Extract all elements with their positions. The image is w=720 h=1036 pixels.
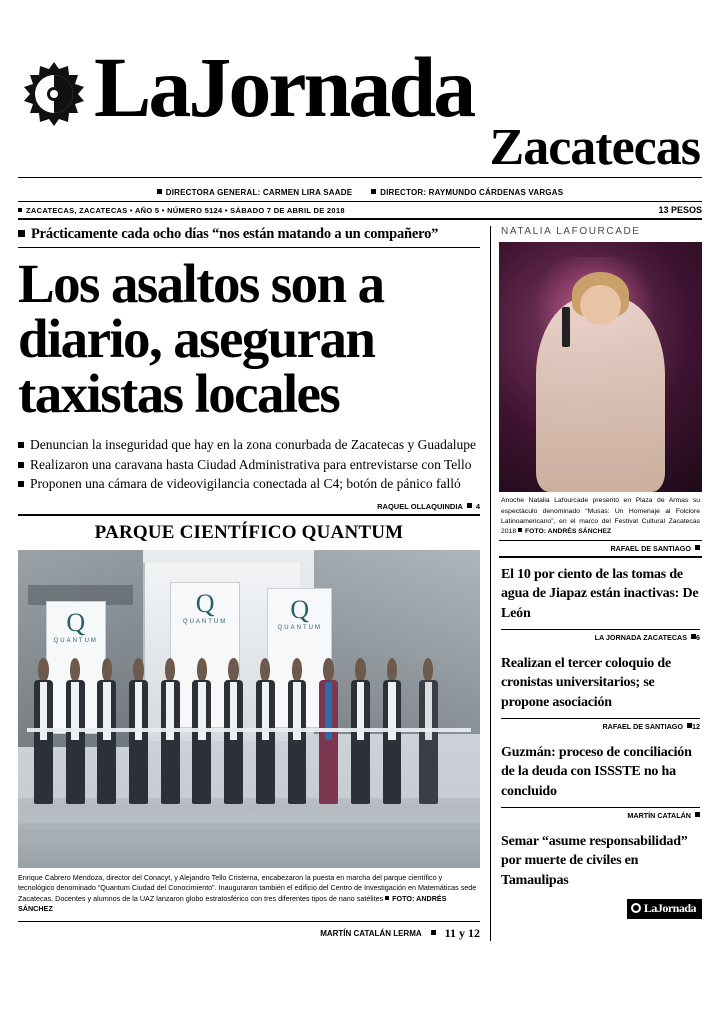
quantum-banner-icon: Q QUANTUM xyxy=(170,582,239,728)
divider xyxy=(18,247,480,248)
sidebar-headline: Guzmán: proceso de conciliación de la deuda con ISSSTE no ha concluido xyxy=(501,744,692,799)
caption-text: Anoche Natalia Lafourcade presentó en Plaza de Armas su espectáculo denominado “Musas: Un Homenaje al Folclore Latinoamericano”, en el marco del Festival Cultural Zacatecas 2018 xyxy=(501,497,700,535)
lead-kicker-text: Prácticamente cada ocho días “nos están matando a un compañero” xyxy=(31,226,439,243)
feature-kicker: NATALIA LAFOURCADE xyxy=(501,226,641,238)
bullet-square-icon xyxy=(157,189,162,194)
source-page: 12 xyxy=(692,721,700,731)
sidebar-source xyxy=(501,629,700,642)
footer-logo xyxy=(627,899,702,919)
masthead-title: LaJornada xyxy=(94,39,474,135)
list-item xyxy=(18,435,480,455)
list-item[interactable] xyxy=(499,558,702,647)
bullet-square-icon xyxy=(18,481,24,487)
footer-logo-text: LaJornada xyxy=(643,900,696,915)
quantum-banner-icon: Q QUANTUM xyxy=(46,601,106,735)
sidebar-headline: Realizan el tercer coloquio de cronistas universitarios; se propone asociación xyxy=(501,656,671,710)
sidebar-headline: Semar “asume responsabilidad” por muerte de civiles en Tamaulipas xyxy=(501,833,688,888)
section-title: PARQUE CIENTÍFICO QUANTUM xyxy=(94,522,404,543)
list-item[interactable] xyxy=(499,647,702,736)
director-name: RAYMUNDO CÁRDENAS VARGAS xyxy=(428,188,564,198)
bullet-square-icon xyxy=(695,812,700,817)
feature-photo xyxy=(499,242,702,492)
lead-kicker xyxy=(18,226,480,247)
director-general-name: CARMEN LIRA SAADE xyxy=(262,188,353,198)
bullet-square-icon xyxy=(18,230,25,237)
bullet-square-icon xyxy=(518,528,522,532)
gear-logo-icon xyxy=(18,60,90,132)
source-label: RAFAEL DE SANTIAGO xyxy=(602,721,683,731)
bullet-square-icon xyxy=(687,723,692,728)
sidebar-source xyxy=(501,807,700,820)
byline-pages: 11 y 12 xyxy=(444,925,480,940)
lead-headline: Los asaltos son a diario, aseguran taxistas locales xyxy=(18,253,384,425)
feature-caption xyxy=(499,492,702,540)
dateline-label: ZACATECAS, ZACATECAS • AÑO 5 • NÚMERO 5124 • SÁBADO 7 DE ABRIL DE 2018 xyxy=(26,205,345,215)
list-item[interactable] xyxy=(499,825,702,895)
dateline-text xyxy=(18,206,345,215)
director-general-label: DIRECTORA GENERAL: xyxy=(165,188,261,198)
credits-bar xyxy=(18,188,702,201)
list-item xyxy=(18,474,480,494)
sidebar-footer xyxy=(499,895,702,919)
price-label: 13 PESOS xyxy=(658,205,702,216)
source-page: 6 xyxy=(696,633,700,642)
bullet-square-icon xyxy=(691,634,696,639)
source-label: MARTÍN CATALÁN xyxy=(627,810,691,820)
source-label: LA JORNADA ZACATECAS xyxy=(594,633,687,642)
bullet-square-icon xyxy=(385,896,389,900)
sidebar xyxy=(490,226,702,940)
main-photo-caption xyxy=(18,868,480,919)
bullet-square-icon xyxy=(18,208,22,212)
bottom-byline xyxy=(18,921,480,941)
masthead xyxy=(18,14,702,176)
bullet-text: Realizaron una caravana hasta Ciudad Administrativa para entrevistarse con Tello xyxy=(30,456,472,472)
main-column xyxy=(18,226,490,940)
bullet-square-icon xyxy=(18,442,24,448)
divider xyxy=(18,177,702,178)
byline-author: MARTÍN CATALÁN LERMA xyxy=(320,928,422,938)
byline-author: RAQUEL OLLAQUINDIA xyxy=(377,502,463,511)
gear-logo-icon xyxy=(631,903,641,913)
bullet-text: Denuncian la inseguridad que hay en la zona conurbada de Zacatecas y Guadalupe xyxy=(30,437,477,453)
list-item[interactable] xyxy=(499,736,702,825)
bullet-square-icon xyxy=(371,189,376,194)
bullet-square-icon xyxy=(18,462,24,468)
source-label: RAFAEL DE SANTIAGO xyxy=(610,544,691,554)
list-item xyxy=(18,455,480,475)
caption-text: Enrique Cabrero Mendoza, director del Conacyt, y Alejandro Tello Cristerna, encabezaron la puesta en marcha del parque científico y tecnológico denominado “Quantum Ciudad del Conocimiento”. Inauguraron también el edificio del Centro de Investigación en Matemáticas sede Zacatecas. Docentes y alumnos de la UAZ lanzaron globo estratosférico con tres diferentes tipos de nano satélites xyxy=(18,873,477,903)
main-photo xyxy=(18,550,480,868)
sidebar-headline: El 10 por ciento de las tomas de agua de Jiapaz están inactivas: De León xyxy=(501,567,699,621)
director-label: DIRECTOR: xyxy=(380,188,427,198)
feature-source xyxy=(499,540,702,558)
dateline-bar xyxy=(18,202,702,220)
bullet-square-icon xyxy=(695,545,700,550)
sidebar-source xyxy=(501,718,700,731)
bullet-text: Proponen una cámara de videovigilancia conectada al C4; botón de pánico falló xyxy=(30,476,461,492)
masthead-subtitle: Zacatecas xyxy=(489,118,700,176)
byline-page: 4 xyxy=(475,502,480,511)
lead-byline xyxy=(18,502,480,516)
photo-credit: FOTO: ANDRÉS SÁNCHEZ xyxy=(18,893,447,914)
bullet-square-icon xyxy=(467,503,472,508)
bullet-square-icon xyxy=(431,930,436,935)
photo-credit: FOTO: ANDRÉS SÁNCHEZ xyxy=(525,527,612,535)
content-grid xyxy=(18,226,702,940)
quantum-banner-icon: Q QUANTUM xyxy=(267,588,332,728)
lead-bullets xyxy=(18,435,480,494)
